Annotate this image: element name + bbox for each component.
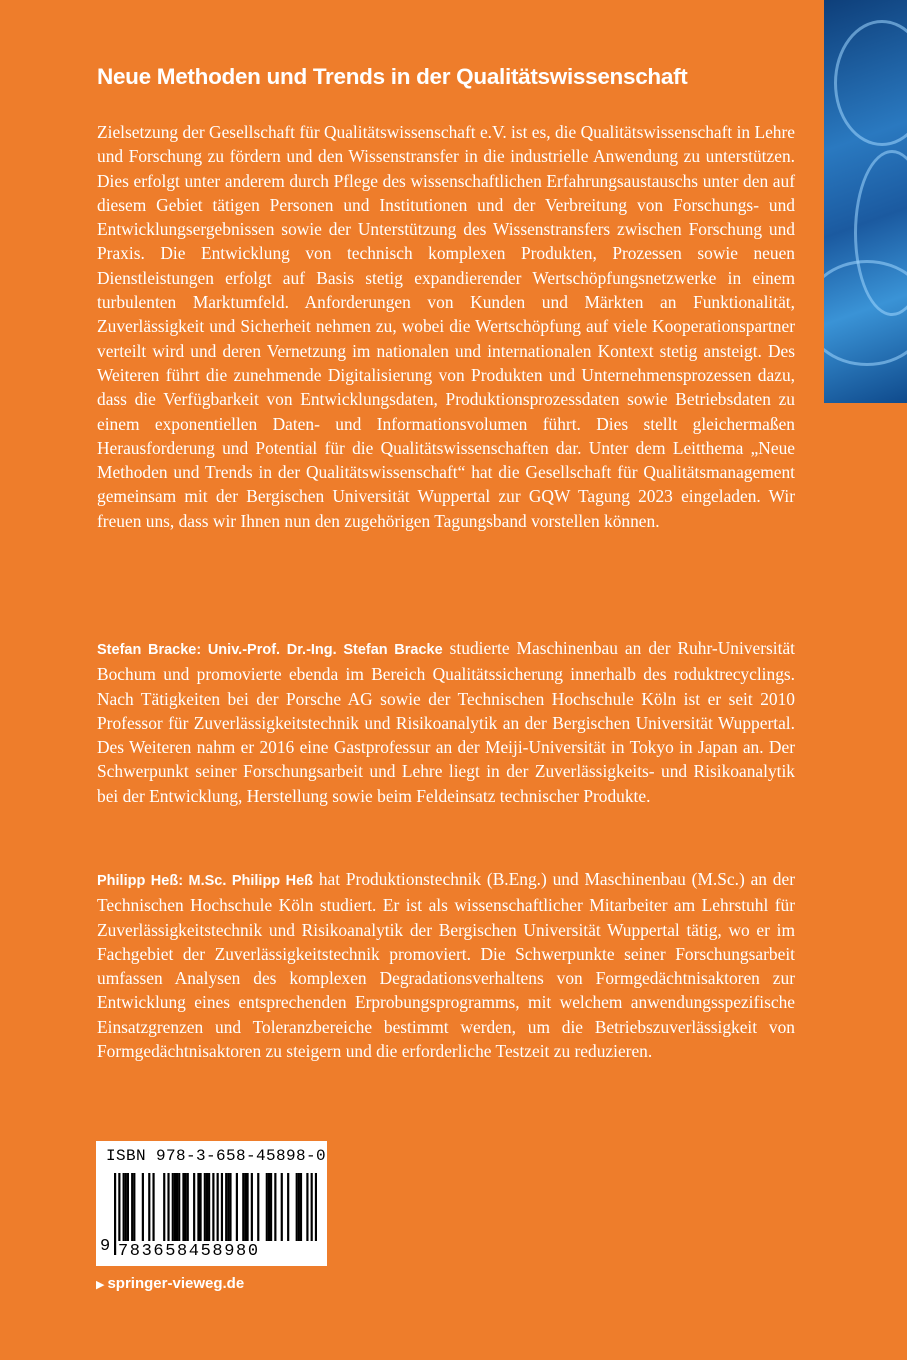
barcode-bar bbox=[227, 1173, 229, 1243]
barcode-bar bbox=[172, 1173, 174, 1243]
barcode-bar bbox=[298, 1173, 300, 1243]
barcode-bar bbox=[131, 1173, 133, 1243]
author-bio-text-hess: hat Produktionstechnik (B.Eng.) und Maschinenbau (M.Sc.) an der Technischen Hochschule Köln studiert. Er ist als wissenschaftlicher Mitarbeiter am Lehrstuhl für Zuverlässigkeitstechnik und Risikoanalytik der Bergischen Universität Wuppertal tätig, wo er im Fachgebiet der Zuverlässigkeitstechnik promoviert. Die Schwerpunkte seiner Forschungsarbeit umfassen Analysen des komplexen Degradationsverhaltens von Formgedächtnisaktoren zur Entwicklung eines entsprechenden Erprobungsprogramms, mit welchem anwendungsspezifische Einsatzgrenzen und Toleranzbereiche bestimmt werden, um die Betriebszuverlässigkeit von Formgedächtnisaktoren zu steigern und die erforderliche Testzeit zu reduzieren. bbox=[97, 869, 795, 1062]
author-bio-hess bbox=[97, 867, 795, 1063]
barcode-bar bbox=[300, 1173, 302, 1243]
barcode-bar bbox=[281, 1173, 283, 1243]
barcode-bar bbox=[296, 1173, 298, 1243]
barcode-bar bbox=[142, 1173, 144, 1243]
barcode-bar bbox=[244, 1173, 246, 1243]
barcode-bar bbox=[270, 1173, 272, 1243]
isbn-label: ISBN 978-3-658-45898-0 bbox=[106, 1147, 327, 1165]
barcode-bar bbox=[178, 1173, 180, 1243]
publisher-url[interactable]: springer-vieweg.de bbox=[107, 1275, 245, 1292]
barcode-bar bbox=[268, 1173, 270, 1243]
barcode-bar bbox=[123, 1173, 125, 1243]
barcode-bar bbox=[206, 1173, 208, 1243]
barcode-bar bbox=[125, 1173, 127, 1243]
barcode-bar bbox=[114, 1173, 116, 1255]
barcode-bar bbox=[185, 1173, 187, 1243]
barcode-bar bbox=[251, 1173, 253, 1243]
author-name-bracke: Stefan Bracke: Univ.-Prof. Dr.-Ing. Stefan Bracke bbox=[97, 642, 443, 658]
barcode-bar bbox=[236, 1173, 238, 1243]
barcode-bar bbox=[229, 1173, 231, 1243]
barcode-bar bbox=[266, 1173, 268, 1243]
author-bio-bracke bbox=[97, 636, 795, 808]
isbn-barcode bbox=[96, 1141, 327, 1266]
book-title: Neue Methoden und Trends in der Qualitätswissenschaft bbox=[97, 64, 688, 89]
barcode-bar bbox=[148, 1173, 150, 1243]
ean-digits: 783658458980 bbox=[118, 1241, 320, 1263]
intro-paragraph: Zielsetzung der Gesellschaft für Qualitätswissenschaft e.V. ist es, die Qualitätswissenschaft in Lehre und Forschung zu fördern und den Wissenstransfer in die industrielle Anwendung zu unterstützen. Dies erfolgt unter anderem durch Pflege des wissenschaftlichen Erfahrungsaustauschs unter den auf diesem Gebiet tätigen Personen und Institutionen und der Verbreitung von Forschungs- und Entwicklungsergebnissen sowie der Unterstützung des Wissenstransfers zwischen Forschung und Praxis. Die Entwicklung von technisch komplexen Produkten, Prozessen sowie neuen Dienstleistungen erfolgt auf Basis stetig expandierender Wertschöpfungsnetzwerke in einem turbulenten Marktumfeld. Anforderungen von Kunden und Märkten an Funktionalität, Zuverlässigkeit und Sicherheit nehmen zu, wobei die Wertschöpfung auf viele Kooperationspartner verteilt wird und deren Vernetzung im nationalen und internationalen Kontext stetig ansteigt. Des Weiteren führt die zunehmende Digitalisierung von Produkten und Unternehmensprozessen dazu, dass die Verfügbarkeit von Entwicklungsdaten, Produktionsprozessdaten sowie Betriebsdaten zu einem exponentiellen Daten- und Informationsvolumen führt. Dies stellt gleichermaßen Herausforderung und Potential für die Qualitätswissenschaften dar. Unter dem Leitthema „Neue Methoden und Trends in der Qualitätswissenschaft“ hat die Gesellschaft für Qualitätsmanagement gemeinsam mit der Bergischen Universität Wuppertal zur GQW Tagung 2023 eingeladen. Wir freuen uns, dass wir Ihnen nun den zugehörigen Tagungsband vorstellen können. bbox=[97, 122, 796, 531]
barcode-bar bbox=[257, 1173, 259, 1243]
barcode-bar bbox=[274, 1173, 276, 1243]
play-arrow-icon: ▶ bbox=[96, 1279, 105, 1291]
cover-image-strip bbox=[824, 0, 907, 403]
barcode-bar bbox=[199, 1173, 201, 1243]
barcode-bar bbox=[221, 1173, 223, 1243]
barcode-bar bbox=[204, 1173, 206, 1243]
ean-first-digit: 9 bbox=[100, 1237, 111, 1256]
barcode-bar bbox=[174, 1173, 176, 1243]
barcode-bar bbox=[193, 1173, 195, 1243]
barcode-bar bbox=[242, 1173, 244, 1243]
barcode-bar bbox=[127, 1173, 129, 1243]
author-bio-text-bracke: studierte Maschinenbau an der Ruhr-Universität Bochum und promovierte ebenda im Bereich Qualitätssicherung innerhalb des roduktrecyclings. Nach Tätigkeiten bei der Porsche AG sowie der Technischen Hochschule Köln ist er seit 2010 Professor für Zuverlässigkeitstechnik und Risikoanalytik an der Bergischen Universität Wuppertal. Des Weiteren nahm er 2016 eine Gastprofessur an der Meiji-Universität in Tokyo in Japan an. Der Schwerpunkt seiner Forschungsarbeit und Lehre liegt in der Zuverlässigkeits- und Risikoanalytik bei der Entwicklung, Herstellung sowie beim Feldeinsatz technischer Produkte. bbox=[97, 638, 795, 806]
barcode-bar bbox=[176, 1173, 178, 1243]
barcode-bar bbox=[163, 1173, 165, 1243]
barcode-bar bbox=[167, 1173, 169, 1243]
barcode-bar bbox=[182, 1173, 184, 1243]
barcode-bar bbox=[152, 1173, 154, 1243]
barcode-bar bbox=[133, 1173, 135, 1243]
barcode-bar bbox=[246, 1173, 248, 1243]
barcode-bar bbox=[225, 1173, 227, 1243]
author-name-hess: Philipp Heß: M.Sc. Philipp Heß bbox=[97, 873, 314, 889]
barcode-bar bbox=[208, 1173, 210, 1243]
publisher-website[interactable] bbox=[96, 1275, 244, 1292]
barcode-bar bbox=[187, 1173, 189, 1243]
barcode-bar bbox=[306, 1173, 308, 1243]
barcode-bar bbox=[197, 1173, 199, 1243]
barcode-bar bbox=[287, 1173, 289, 1243]
